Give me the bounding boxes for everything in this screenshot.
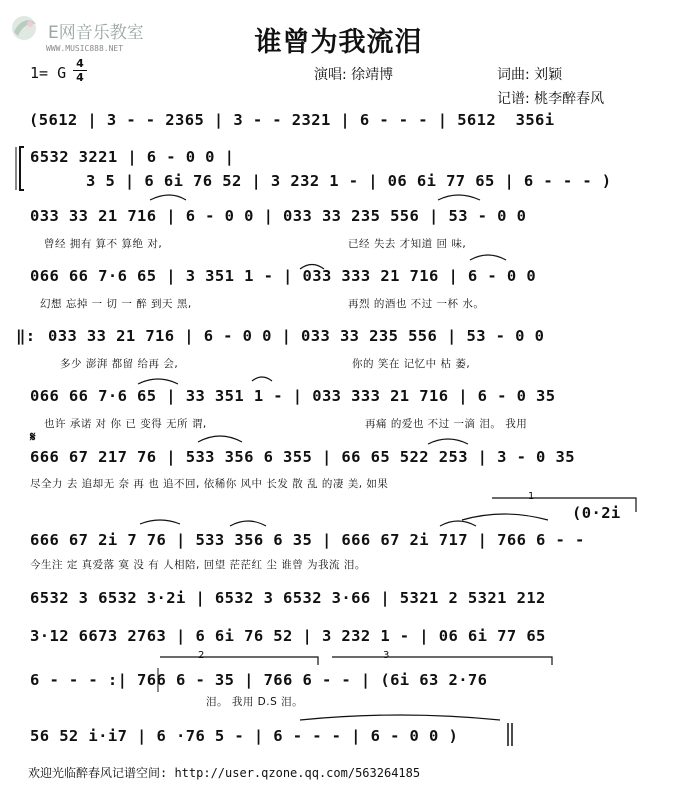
volta-3-label: 3 xyxy=(383,650,390,661)
score-line: 6 - - - :| 766 6 - 35 | 766 6 - - | (6i 63 2·76 xyxy=(30,671,488,689)
logo-name: E网音乐教室 xyxy=(48,23,144,43)
score-line: 6532 3 6532 3·2i | 6532 3 6532 3·66 | 5321 2 5321 212 xyxy=(30,589,546,607)
key-signature: 1= G xyxy=(30,64,67,82)
composer: 词曲: 刘颖 xyxy=(497,67,563,83)
score-line: 066 66 7·6 65 | 3 351 1 - | 033 333 21 716 | 6 - 0 0 xyxy=(30,267,537,285)
lyric-line: 再痛 的爱也 不过 一滴 泪。 我用 xyxy=(365,418,528,430)
lyric-line: 再烈 的酒也 不过 一杯 水。 xyxy=(348,298,485,310)
lyric-line: 幻想 忘掉 一 切 一 醉 到天 黑, xyxy=(40,298,192,310)
volta-2-label: 2 xyxy=(198,650,205,661)
lyric-line: 尽全力 去 追却无 奈 再 也 追不回, 依稀你 风中 长发 散 乱 的凄 美, 如果 xyxy=(30,478,389,490)
segno-icon: 𝄋 xyxy=(30,430,36,445)
time-top: 4 xyxy=(76,57,84,70)
repeat-start-mark: ‖: xyxy=(16,327,36,345)
lyric-line: 今生注 定 真爱落 寞 没 有 人相陪, 回望 茫茫红 尘 谁曾 为我流 泪。 xyxy=(30,559,366,571)
score-line: 066 66 7·6 65 | 33 351 1 - | 033 333 21 716 | 6 - 0 35 xyxy=(30,387,556,405)
score-line: 033 33 21 716 | 6 - 0 0 | 033 33 235 556 | 53 - 0 0 xyxy=(48,327,545,345)
score-line: 3 5 | 6 6i 76 52 | 3 232 1 - | 06 6i 77 65 | 6 - - - ) xyxy=(86,172,612,190)
lyric-line: 你的 笑在 记忆中 枯 萎, xyxy=(352,358,471,370)
lyric-line: 曾经 拥有 算不 算绝 对, xyxy=(44,238,163,250)
singer: 演唱: 徐靖博 xyxy=(314,67,394,83)
footer-credit: 欢迎光临醉春风记谱空间: http://user.qzone.qq.com/563264185 xyxy=(28,766,421,780)
lyric-line: 已经 失去 才知道 回 味, xyxy=(348,238,467,250)
lyric-line: 也许 承诺 对 你 已 变得 无所 谓, xyxy=(44,418,207,430)
notator: 记谱: 桃李醉春风 xyxy=(497,91,605,107)
lyric-line: 多少 澎湃 都留 给再 会, xyxy=(60,358,179,370)
logo-url: WWW.MUSIC888.NET xyxy=(46,44,124,53)
time-bottom: 4 xyxy=(76,71,84,84)
score-line: 56 52 i·i7 | 6 ·76 5 - | 6 - - - | 6 - 0 0 ) xyxy=(30,727,459,745)
score-line: 6532 3221 | 6 - 0 0 | xyxy=(30,148,235,166)
score-line: (0·2i xyxy=(572,504,621,522)
volta-1-label: 1 xyxy=(528,491,535,502)
score-line: 033 33 21 716 | 6 - 0 0 | 033 33 235 556 | 53 - 0 0 xyxy=(30,207,527,225)
score-line: 666 67 2i 7 76 | 533 356 6 35 | 666 67 2i 717 | 766 6 - - xyxy=(30,531,585,549)
score-line: (5612 | 3 - - 2365 | 3 - - 2321 | 6 - - - | 5612 356i xyxy=(29,111,555,129)
song-title: 谁曾为我流泪 xyxy=(254,27,423,58)
score-line: 3·12 6673 2763 | 6 6i 76 52 | 3 232 1 - | 06 6i 77 65 xyxy=(30,627,546,645)
score-line: 666 67 217 76 | 533 356 6 355 | 66 65 522 253 | 3 - 0 35 xyxy=(30,448,575,466)
lyric-line: 泪。 我用 D.S 泪。 xyxy=(206,696,304,708)
